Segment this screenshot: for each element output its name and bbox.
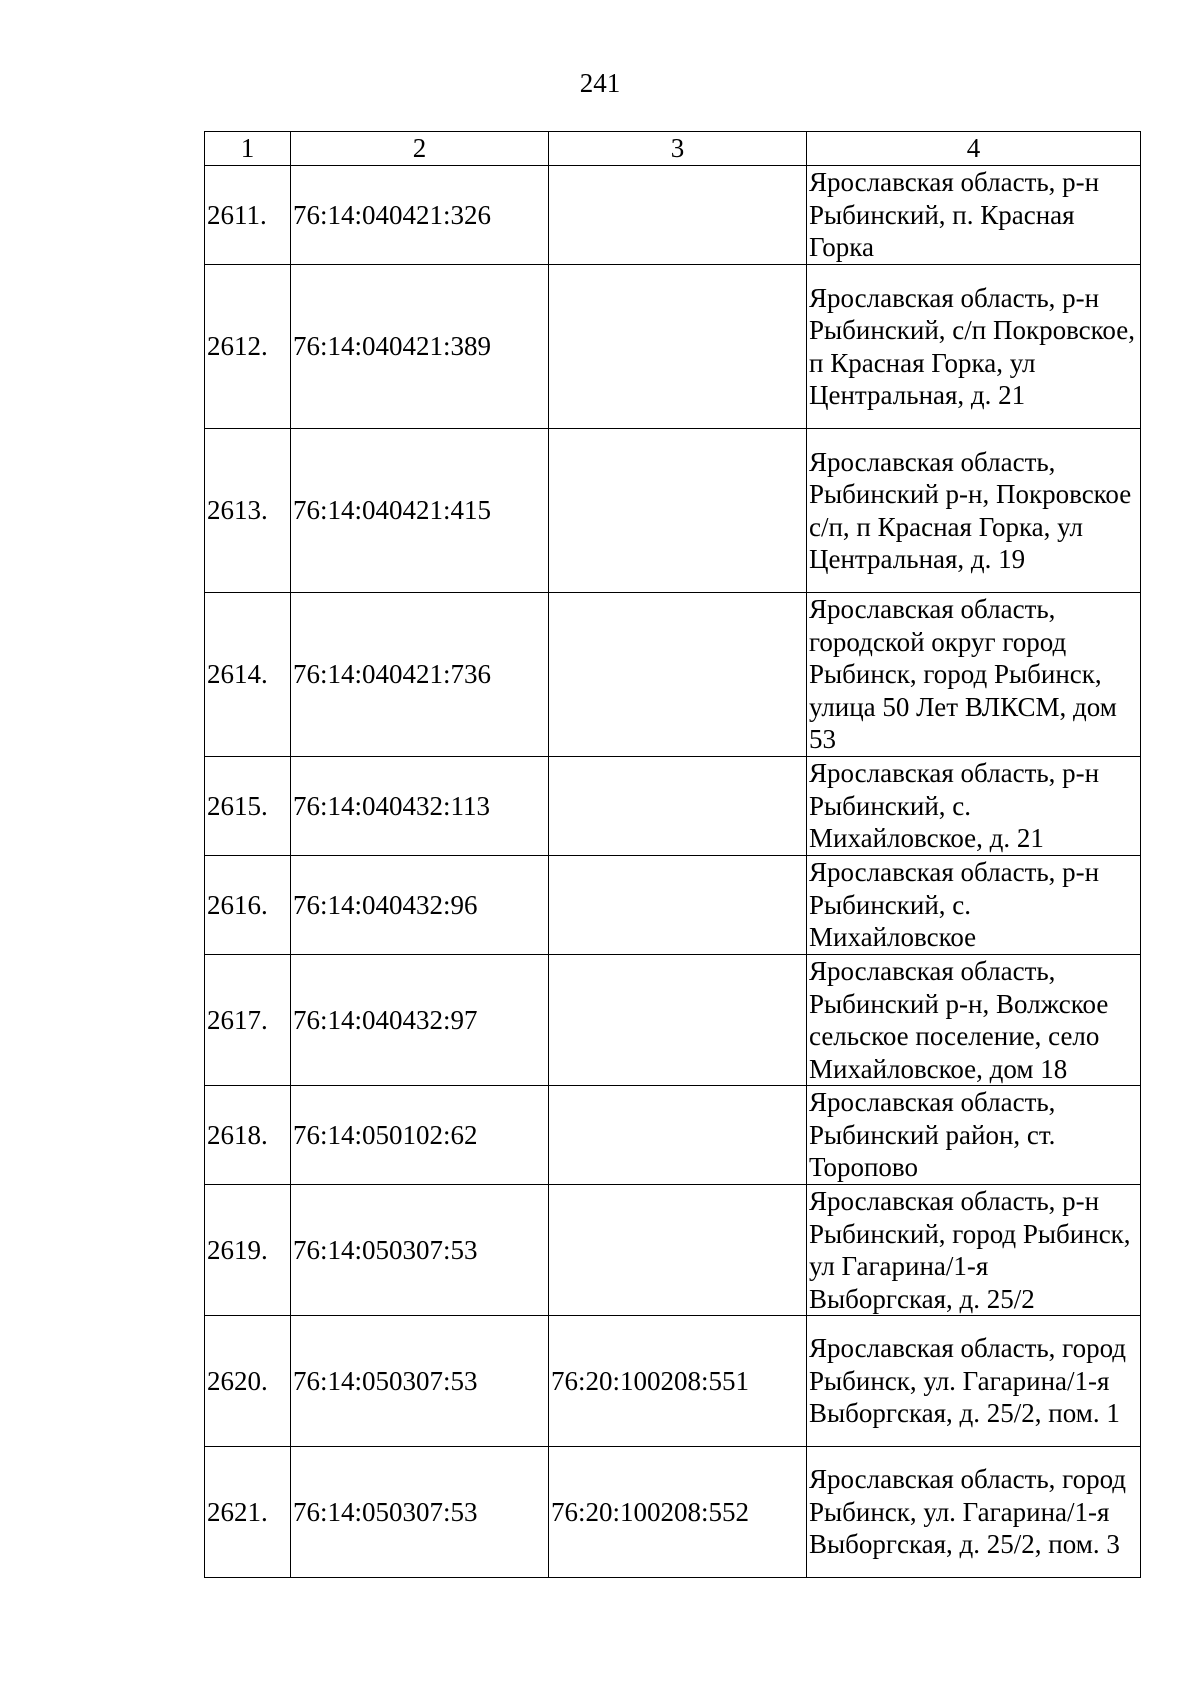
table-row	[205, 1086, 1141, 1185]
page-number: 241	[579, 68, 621, 98]
related-cadastral-number	[549, 265, 807, 429]
address: Ярославская область, р-н Рыбинский, п. Красная Горка	[807, 166, 1141, 265]
row-number: 2615.	[205, 757, 291, 856]
cadastral-number: 76:14:040421:326	[291, 166, 549, 265]
column-header-1: 1	[205, 132, 291, 166]
related-cadastral-number: 76:20:100208:552	[549, 1447, 807, 1578]
address: Ярославская область, р-н Рыбинский, с/п Покровское, п Красная Горка, ул Центральная, д. 21	[807, 265, 1141, 429]
cadastral-number: 76:14:040421:389	[291, 265, 549, 429]
address: Ярославская область, Рыбинский р-н, Покровское с/п, п Красная Горка, ул Центральная, д. 19	[807, 429, 1141, 593]
row-number: 2612.	[205, 265, 291, 429]
address: Ярославская область, Рыбинский район, ст. Торопово	[807, 1086, 1141, 1185]
table-row	[205, 1316, 1141, 1447]
column-header-4: 4	[807, 132, 1141, 166]
table-row	[205, 955, 1141, 1086]
related-cadastral-number	[549, 1086, 807, 1185]
table-row	[205, 757, 1141, 856]
related-cadastral-number	[549, 955, 807, 1086]
cadastral-number: 76:14:050307:53	[291, 1316, 549, 1447]
table-row	[205, 166, 1141, 265]
row-number: 2618.	[205, 1086, 291, 1185]
related-cadastral-number	[549, 856, 807, 955]
related-cadastral-number	[549, 429, 807, 593]
address: Ярославская область, городской округ город Рыбинск, город Рыбинск, улица 50 Лет ВЛКСМ, дом 53	[807, 593, 1141, 757]
cadastral-number: 76:14:040432:97	[291, 955, 549, 1086]
table-row	[205, 856, 1141, 955]
cadastral-number: 76:14:040421:736	[291, 593, 549, 757]
row-number: 2614.	[205, 593, 291, 757]
row-number: 2620.	[205, 1316, 291, 1447]
table-row	[205, 593, 1141, 757]
row-number: 2613.	[205, 429, 291, 593]
row-number: 2617.	[205, 955, 291, 1086]
table-row	[205, 1185, 1141, 1316]
address: Ярославская область, р-н Рыбинский, город Рыбинск, ул Гагарина/1-я Выборгская, д. 25/2	[807, 1185, 1141, 1316]
row-number: 2619.	[205, 1185, 291, 1316]
address: Ярославская область, р-н Рыбинский, с. Михайловское, д. 21	[807, 757, 1141, 856]
related-cadastral-number	[549, 166, 807, 265]
address: Ярославская область, р-н Рыбинский, с. Михайловское	[807, 856, 1141, 955]
related-cadastral-number	[549, 757, 807, 856]
related-cadastral-number	[549, 1185, 807, 1316]
cadastral-number: 76:14:050102:62	[291, 1086, 549, 1185]
cadastral-number: 76:14:050307:53	[291, 1447, 549, 1578]
table-row	[205, 1447, 1141, 1578]
cadastral-number: 76:14:040421:415	[291, 429, 549, 593]
address: Ярославская область, город Рыбинск, ул. Гагарина/1-я Выборгская, д. 25/2, пом. 1	[807, 1316, 1141, 1447]
cadastral-number: 76:14:040432:96	[291, 856, 549, 955]
column-header-2: 2	[291, 132, 549, 166]
address: Ярославская область, Рыбинский р-н, Волжское сельское поселение, село Михайловское, дом 18	[807, 955, 1141, 1086]
row-number: 2621.	[205, 1447, 291, 1578]
column-header-3: 3	[549, 132, 807, 166]
related-cadastral-number: 76:20:100208:551	[549, 1316, 807, 1447]
cadastral-number: 76:14:050307:53	[291, 1185, 549, 1316]
address: Ярославская область, город Рыбинск, ул. Гагарина/1-я Выборгская, д. 25/2, пом. 3	[807, 1447, 1141, 1578]
table-row	[205, 265, 1141, 429]
registry-table	[204, 131, 1141, 1578]
related-cadastral-number	[549, 593, 807, 757]
row-number: 2611.	[205, 166, 291, 265]
row-number: 2616.	[205, 856, 291, 955]
header-row	[205, 132, 1141, 166]
table-row	[205, 429, 1141, 593]
cadastral-number: 76:14:040432:113	[291, 757, 549, 856]
